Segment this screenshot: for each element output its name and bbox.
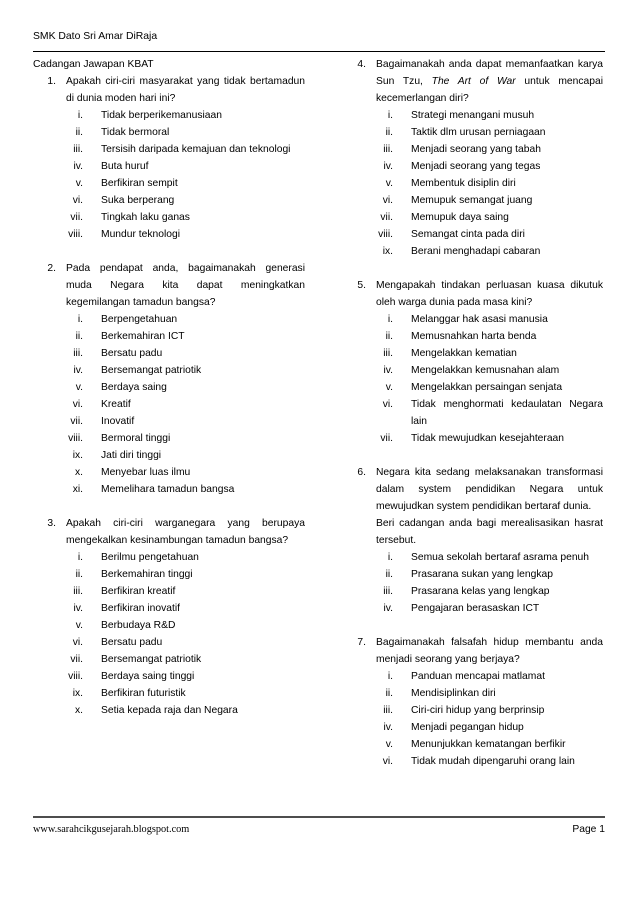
answer-item [33,685,305,702]
answer-text: Melanggar hak asasi manusia [411,314,548,325]
answer-number: viii. [68,433,83,444]
answer-text: Bermoral tinggi [101,433,171,444]
question [343,56,603,107]
answer-number: v. [75,382,83,393]
answer-item [343,566,603,583]
question [343,464,603,515]
answer-text: Tidak berperikemanusiaan [101,110,222,121]
answer-number: viii. [68,229,83,240]
answer-number: vii. [380,212,393,223]
answer-text: Setia kepada raja dan Negara [101,705,238,716]
answer-number: xi. [72,484,83,495]
answer-item [343,668,603,685]
answer-item [343,345,603,362]
answer-number: iii. [73,586,83,597]
answer-text: Jati diri tinggi [101,450,162,461]
answer-number: iv. [73,161,83,172]
answer-number: ix. [72,688,83,699]
answer-item [33,430,305,447]
answer-number: ix. [382,246,393,257]
answer-text: Inovatif [101,416,135,427]
answer-text: Buta huruf [101,161,149,172]
answer-item [33,192,305,209]
left-column [33,56,305,736]
question-block [343,277,603,447]
question [33,260,305,311]
answer-number: vi. [382,399,393,410]
answer-text: Tidak menghormati kedaulatan Negara lain [411,399,603,427]
answer-text: Memupuk daya saing [411,212,509,223]
answer-number: v. [75,178,83,189]
answer-text: Memusnahkan harta benda [411,331,537,342]
answer-text: Menyebar luas ilmu [101,467,191,478]
question [343,277,603,311]
answer-text: Berfikiran inovatif [101,603,180,614]
answer-number: x. [74,467,83,478]
answer-item [343,209,603,226]
answer-item [343,702,603,719]
answer-item [33,634,305,651]
question-number: 4. [357,59,366,70]
answer-number: ii. [75,331,83,342]
answer-number: ii. [385,331,393,342]
question-number: 1. [47,76,56,87]
answer-item [343,379,603,396]
answer-number: x. [74,705,83,716]
answer-number: v. [75,620,83,631]
answer-item [343,141,603,158]
answer-number: iii. [73,348,83,359]
question-number: 3. [47,518,56,529]
answer-item [33,668,305,685]
question-number: 5. [357,280,366,291]
question-block [343,634,603,770]
answer-item [33,158,305,175]
answer-number: ii. [385,569,393,580]
answer-number: i. [77,552,83,563]
question-text: Negara kita sedang melaksanakan transformasi dalam system pendidikan Negara untuk mewujudkan system pendidikan bertaraf dunia. [376,467,603,512]
question-text: Mengapakah tindakan perluasan kuasa dikutuk oleh warga dunia pada masa kini? [376,280,603,308]
answer-number: vii. [70,416,83,427]
answer-number: ii. [75,569,83,580]
answer-number: iii. [383,348,393,359]
answer-text: Menjadi seorang yang tegas [411,161,541,172]
answer-item [343,600,603,617]
answer-text: Pengajaran berasaskan ICT [411,603,540,614]
answer-text: Memupuk semangat juang [411,195,533,206]
answer-item [343,311,603,328]
right-question-list [343,56,603,770]
answer-number: iv. [73,365,83,376]
question-block [343,56,603,260]
answer-number: iv. [383,161,393,172]
answer-item [33,328,305,345]
question-text: Apakah ciri-ciri warganegara yang berupaya mengekalkan kesinambungan tamadun bangsa? [66,518,305,546]
question-text: Pada pendapat anda, bagaimanakah generasi muda Negara kita dapat meningkatkan kegemilangan tamadun bangsa? [66,263,305,308]
answer-item [33,549,305,566]
answer-item [343,430,603,447]
question-block [343,464,603,617]
answer-number: i. [387,110,393,121]
answer-item [33,362,305,379]
question-block [33,260,305,498]
answer-item [33,464,305,481]
question [33,515,305,549]
answer-text: Berilmu pengetahuan [101,552,199,563]
answer-number: iii. [73,144,83,155]
question [343,634,603,668]
answer-number: i. [77,110,83,121]
answer-text: Memelihara tamadun bangsa [101,484,235,495]
answer-text: Suka berperang [101,195,175,206]
answer-item [343,124,603,141]
answer-item [343,685,603,702]
answer-number: ii. [75,127,83,138]
answer-item [33,702,305,719]
page-footer [33,816,605,835]
answer-item [33,226,305,243]
answer-text: Berkemahiran tinggi [101,569,193,580]
answer-number: i. [387,314,393,325]
intro-title: Cadangan Jawapan KBAT [33,59,154,70]
page-header [33,31,605,52]
answer-item [343,396,603,430]
answer-text: Berdaya saing [101,382,167,393]
left-question-list [33,73,305,719]
answer-item [33,107,305,124]
answer-item [33,175,305,192]
answer-number: vi. [72,195,83,206]
answer-text: Ciri-ciri hidup yang berprinsip [411,705,545,716]
footer-url: www.sarahcikgusejarah.blogspot.com [33,824,190,835]
answer-text: Tidak bermoral [101,127,170,138]
question-text: Bagaimanakah falsafah hidup membantu anda menjadi seorang yang berjaya? [376,637,603,665]
answer-number: viii. [378,229,393,240]
answer-item [33,379,305,396]
answer-text: Menjadi pegangan hidup [411,722,524,733]
answer-text: Panduan mencapai matlamat [411,671,545,682]
answer-number: i. [387,552,393,563]
answer-text: Berfikiran futuristik [101,688,186,699]
answer-item [33,651,305,668]
answer-text: Mengelakkan kematian [411,348,517,359]
answer-number: ix. [72,450,83,461]
answer-text: Tidak mewujudkan kesejahteraan [411,433,565,444]
question-extra-text: Beri cadangan anda bagi merealisasikan hasrat tersebut. [376,518,603,546]
question-number: 2. [47,263,56,274]
answer-number: v. [385,382,393,393]
answer-item [33,600,305,617]
answer-item [33,311,305,328]
answer-item [343,549,603,566]
answer-number: v. [385,178,393,189]
answer-item [33,396,305,413]
answer-text: Berkemahiran ICT [101,331,185,342]
answer-number: iv. [73,603,83,614]
answer-text: Berfikiran sempit [101,178,178,189]
answer-item [343,583,603,600]
answer-text: Tidak mudah dipengaruhi orang lain [411,756,575,767]
answer-item [33,209,305,226]
answer-item [33,345,305,362]
answer-number: vi. [382,195,393,206]
answer-text: Strategi menangani musuh [411,110,535,121]
answer-item [343,362,603,379]
question [33,73,305,107]
answer-text: Bersemangat patriotik [101,365,202,376]
answer-number: iv. [383,603,393,614]
answer-item [33,447,305,464]
answer-number: iii. [383,144,393,155]
answer-number: vi. [72,399,83,410]
question-block [33,73,305,243]
answer-text: Membentuk disiplin diri [411,178,516,189]
answer-text: Mendisiplinkan diri [411,688,496,699]
page-number: Page 1 [572,824,605,835]
answer-text: Berdaya saing tinggi [101,671,195,682]
answer-number: v. [385,739,393,750]
answer-item [343,226,603,243]
answer-number: vi. [382,756,393,767]
answer-text: Menunjukkan kematangan berfikir [411,739,566,750]
answer-item [33,566,305,583]
question-text-part: untuk mencapai kecemerlangan diri? [376,76,603,104]
answer-item [33,141,305,158]
answer-item [343,107,603,124]
answer-item [343,175,603,192]
answer-text: Mengelakkan persaingan senjata [411,382,563,393]
right-column [343,56,603,787]
answer-text: Berani menghadapi cabaran [411,246,541,257]
answer-number: vii. [70,212,83,223]
answer-item [343,192,603,209]
answer-item [33,583,305,600]
answer-item [343,243,603,260]
answer-number: viii. [68,671,83,682]
answer-text: Prasarana kelas yang lengkap [411,586,550,597]
answer-item [343,719,603,736]
answer-number: vii. [380,433,393,444]
question-text [376,56,603,107]
answer-text: Semua sekolah bertaraf asrama penuh [411,552,590,563]
book-title: The Art of War [431,76,516,87]
question-number: 7. [357,637,366,648]
question-text: Apakah ciri-ciri masyarakat yang tidak bertamadun di dunia moden hari ini? [66,76,305,104]
question-number: 6. [357,467,366,478]
answer-item [343,753,603,770]
answer-text: Semangat cinta pada diri [411,229,525,240]
question-block [33,515,305,719]
answer-text: Tingkah laku ganas [101,212,190,223]
answer-number: iii. [383,705,393,716]
answer-item [343,328,603,345]
answer-text: Prasarana sukan yang lengkap [411,569,553,580]
question-text-part: Bagaimanakah anda dapat memanfaatkan karya Sun Tzu, [376,59,603,87]
answer-text: Berfikiran kreatif [101,586,176,597]
answer-text: Berbudaya R&D [101,620,176,631]
answer-text: Bersatu padu [101,348,163,359]
answer-text: Berpengetahuan [101,314,178,325]
question-extra [343,515,603,549]
answer-number: i. [387,671,393,682]
school-name: SMK Dato Sri Amar DiRaja [33,31,158,42]
answer-item [33,124,305,141]
answer-text: Bersemangat patriotik [101,654,202,665]
answer-number: ii. [385,688,393,699]
answer-item [343,158,603,175]
answer-item [33,481,305,498]
answer-number: ii. [385,127,393,138]
answer-item [343,736,603,753]
answer-text: Mundur teknologi [101,229,180,240]
answer-text: Taktik dlm urusan perniagaan [411,127,546,138]
answer-item [33,413,305,430]
answer-item [33,617,305,634]
answer-text: Bersatu padu [101,637,163,648]
answer-number: i. [77,314,83,325]
answer-number: vii. [70,654,83,665]
answer-number: iv. [383,722,393,733]
answer-text: Mengelakkan kemusnahan alam [411,365,560,376]
answer-text: Kreatif [101,399,131,410]
answer-number: vi. [72,637,83,648]
answer-text: Tersisih daripada kemajuan dan teknologi [101,144,291,155]
answer-text: Menjadi seorang yang tabah [411,144,541,155]
answer-number: iii. [383,586,393,597]
answer-number: iv. [383,365,393,376]
